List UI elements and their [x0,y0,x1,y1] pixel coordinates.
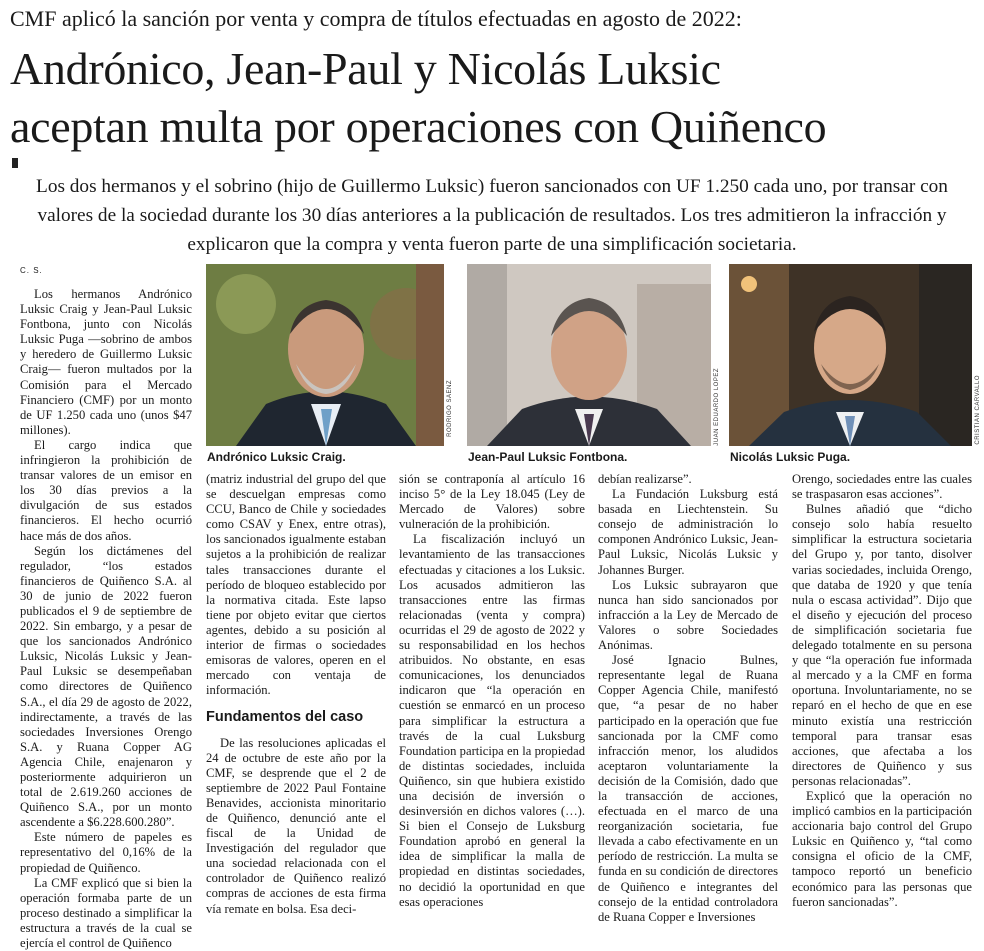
paragraph: De las resoluciones aplicadas el 24 de octubre de este año por la CMF, se desprende que el 2 de septiembre de 2022 Paul Fontaine Benavides, accionista minoritario de Quiñenco, denunció ante el fiscal de la Unidad de Investigación del regulador que una sociedad relacionada con el controlador de Quiñenco realizó compras de acciones de esta firma vía remate en bolsa. Esa deci- [206,735,386,916]
photo-jean-paul [467,264,711,446]
paragraph: La fiscalización incluyó un levantamiento de las transacciones efectuadas y citaciones a los Luksic. Los acusados admitieron las transacciones entre las firmas relacionadas (venta y compra) ocurridas el 29 de agosto de 2022 y su responsabilidad en los hechos atribuidos. No obstante, en esas comunicaciones, los denunciados indicaron que “la operación en cuestión se enmarcó en un proceso para simplificar la estructura a través de la cual Luksburg Foundation participa en la propiedad de distintas sociedades, incluida Quiñenco, sin que hubiera existido una decisión de inversión o desinversión en dichos valores (…). Si bien el Consejo de Luksburg Foundation aprobó en general la idea de simplificar la malla de propiedad en distintas sociedades, no decidió la oportunidad en que esas operaciones [399,532,585,909]
caption-andronico: Andrónico Luksic Craig. [207,450,346,464]
paragraph: Orengo, sociedades entre las cuales se traspasaron esas acciones”. [792,472,972,502]
caption-jean-paul: Jean-Paul Luksic Fontbona. [468,450,628,464]
photo-nicolas [729,264,972,446]
paragraph: Explicó que la operación no implicó cambios en la participación accionaria bajo control del Grupo Luksic en Quiñenco y, “tal como consigna el oficio de la CMF, tampoco reportó un beneficio económico para las personas que fueron sancionadas”. [792,788,972,909]
section-subhead: Fundamentos del caso [206,709,364,726]
photo-credit-1: RODRIGO SÁENZ [447,380,453,437]
column-2 [206,472,386,917]
lead-paragraph: Los dos hermanos y el sobrino (hijo de Guillermo Luksic) fueron sancionados con UF 1.250 cada uno, por transar con valores de la sociedad durante los 30 días anteriores a la publicación de resultados. Los tres admitieron la infracción y explicaron que la compra y venta fueron parte de una simplificación societaria. [36,176,948,255]
paragraph: sión se contraponía al artículo 16 inciso 5° de la Ley 18.045 (Ley de Mercado de Valores) sobre vulneración de la prohibición. [399,472,585,532]
column-1 [20,287,192,951]
portrait-image [206,264,444,446]
headline [10,40,974,156]
column-3 [399,472,585,917]
paragraph: Según los dictámenes del regulador, “los estados financieros de Quiñenco S.A. al 30 de junio de 2022 fueron publicados el 9 de septiembre de 2022. Sin embargo, y a pesar de que los sancionados Andrónico Luksic, Nicolás Luksic y Jean-Paul Luksic se desempeñaban como directores de Quiñenco S.A., el día 29 de agosto de 2022, indirectamente, a través de las sociedades Inversiones Orengo S.A. y Ruana Copper AG Agencia Chile, enajenaron y posteriormente adquirieron un total de 2.619.260 acciones de Quiñenco S.A., por un monto ascendente a $6.228.600.280”. [20,543,192,830]
headline-line-2: aceptan multa por operaciones con Quiñenco [10,101,827,152]
caption-nicolas: Nicolás Luksic Puga. [730,450,851,464]
paragraph: José Ignacio Bulnes, representante legal de Ruana Copper Agencia Chile, manifestó que, “a pesar de no haber participado en la operación que fue sancionada por la CMF como infracción menor, los aludidos aceptaron voluntariamente la decisión de la Comisión, dado que la transacción de acciones, efectuada en el marco de una reorganización societaria, fue llevada a cabo efectivamente en un período de restricción. La multa se funda en su condición de directores de Quiñenco e integrantes del consejo de la entidad controladora de Ruana Copper e Inversiones [598,653,778,924]
byline: C. S. [20,266,43,275]
paragraph: Este número de papeles es representativo del 0,16% de la propiedad de Quiñenco. [20,830,192,875]
kicker: CMF aplicó la sanción por venta y compra de títulos efectuadas en agosto de 2022: [10,6,742,31]
column-4 [598,472,778,924]
paragraph: La Fundación Luksburg está basada en Liechtenstein. Su consejo de administración lo componen Andrónico Luksic, Jean-Paul Luksic, Nicolás Luksic y Johannes Burger. [598,487,778,577]
headline-mark [12,158,18,168]
photo-credit-2: JUAN EDUARDO LÓPEZ [714,368,720,446]
paragraph: debían realizarse”. [598,472,692,486]
paragraph: Bulnes añadió que “dicho consejo solo había resuelto simplificar la estructura societaria del Grupo y, por tanto, disolver varias sociedades, incluida Orengo, que databa de 1920 y que tenía nula o escasa actividad”. Dijo que el diseño y ejecución del proceso de simplificación societaria fue delegado totalmente en su persona y que “la operación fue informada al mercado y a la CMF en forma oportuna. Involuntariamente, no se reparó en el hecho de que en ese minuto existía una restricción temporal para transar esas acciones, que afectaba a los directores de Quiñenco y sus personas relacionadas”. [792,502,972,788]
portrait-image [729,264,972,446]
paragraph: (matriz industrial del grupo del que se descuelgan empresas como CCU, Banco de Chile y sociedades como CSAV y Enex, entre otras), los sancionados igualmente estaban sujetos a la prohibición de realizar tales transacciones durante el período de bloqueo establecido por la normativa citada. Este lapso tiene por objeto evitar que ciertos agentes, debido a su posición al interior de firmas o sociedades emisoras de valores, operen en el mercado con ventaja de información. [206,472,386,698]
paragraph: El cargo indica que infringieron la prohibición de transar valores de un emisor en los 30 días previos a la divulgación de sus estados financieros. El hecho ocurrió hace más de dos años. [20,437,192,543]
paragraph: La CMF explicó que si bien la operación formaba parte de un proceso destinado a simplificar la estructura a través de la cual se ejercía el control de Quiñenco [20,875,192,951]
column-5 [792,472,972,917]
paragraph: Los Luksic subrayaron que nunca han sido sancionados por infracción a la Ley de Mercado de Valores o sobre Sociedades Anónimas. [598,577,778,653]
portrait-image [467,264,711,446]
headline-line-1: Andrónico, Jean-Paul y Nicolás Luksic [10,43,721,94]
photo-credit-3: CRISTIÁN CARVALLO [975,375,981,445]
paragraph: Los hermanos Andrónico Luksic Craig y Jean-Paul Luksic Fontbona, junto con Nicolás Luksic Puga —sobrino de ambos y heredero de Guillermo Luksic Craig— fueron multados por la Comisión para el Mercado Financiero (CMF) por un monto de UF 1.250 cada uno (unos $47 millones). [20,287,192,437]
photo-andronico [206,264,444,446]
